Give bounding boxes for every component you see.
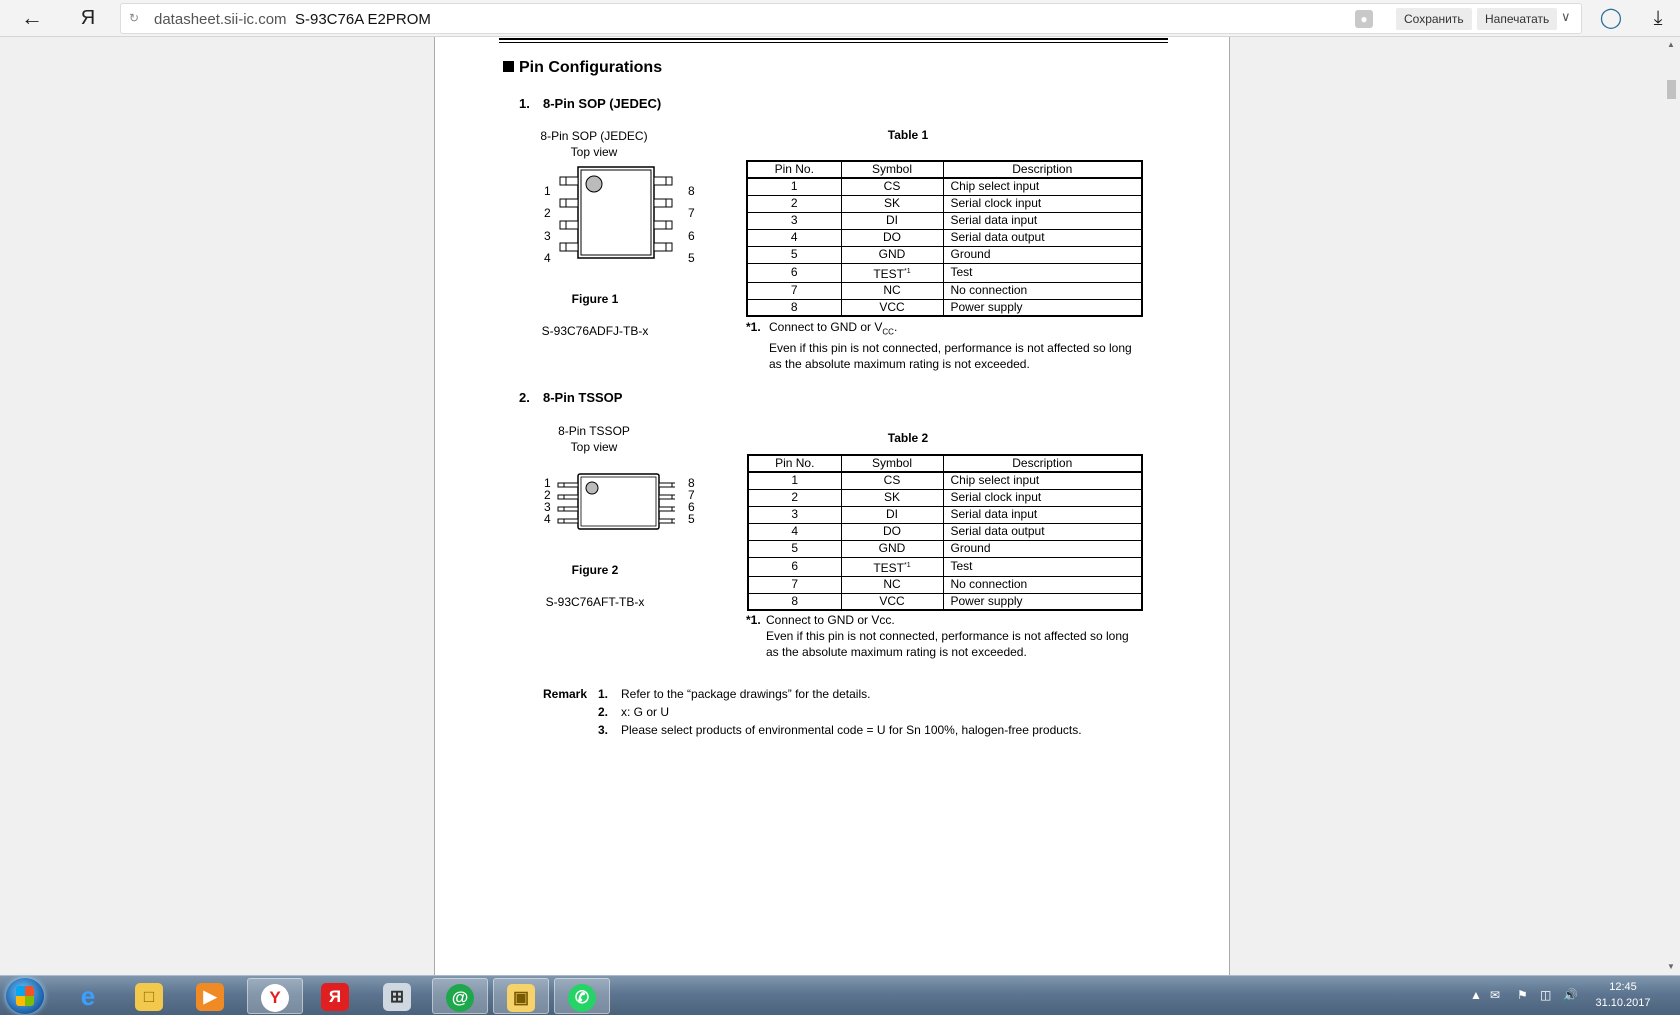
internet-explorer-icon[interactable]: e — [80, 981, 96, 1011]
description-cell: Serial data output — [943, 523, 1142, 540]
table-row — [748, 489, 1142, 506]
table-row — [748, 576, 1142, 593]
pin-label: 6 — [688, 500, 695, 514]
pin-label: 8 — [688, 184, 695, 198]
column-header: Description — [943, 161, 1142, 178]
pin-cell: 1 — [747, 178, 841, 195]
remark-label: Remark — [543, 687, 588, 701]
pin-cell: 8 — [747, 299, 841, 316]
pin-cell: 7 — [748, 576, 841, 593]
description-cell: Serial data input — [943, 212, 1142, 229]
description-cell: Chip select input — [943, 178, 1142, 195]
column-header: Symbol — [841, 161, 943, 178]
table-row — [748, 593, 1142, 610]
pin-cell: 7 — [747, 282, 841, 299]
scroll-down-arrow-icon[interactable]: ▼ — [1667, 962, 1675, 971]
symbol-cell: CS — [841, 472, 943, 489]
alice-icon[interactable]: ◯ — [1599, 7, 1623, 29]
table-header-row — [748, 455, 1142, 472]
pin-cell: 1 — [748, 472, 841, 489]
pin-label: 6 — [688, 229, 695, 243]
scrollbar-thumb[interactable] — [1667, 80, 1676, 99]
file-explorer-icon[interactable]: □ — [121, 978, 177, 1014]
description-cell: No connection — [943, 576, 1142, 593]
figure-1-part-number: S-93C76ADFJ-TB-x — [541, 324, 649, 338]
symbol-cell: VCC — [841, 593, 943, 610]
symbol-cell: NC — [841, 576, 943, 593]
description-cell: Power supply — [943, 299, 1142, 316]
document-page: Pin Configurations 1. 8-Pin SOP (JEDEC) 8-Pin SOP (JEDEC) Top view 1 2 3 4 8 7 6 5 Figure 1 S-93C76ADFJ-TB-x Table 1 Pin No. Symbol Description 1 CS Chip select input 2 SK Serial clock input 3 DI Serial data input 4 DO Serial data output 5 GND Ground 6 TEST$^{*1}$ Test 7 NC No connection 8 VCC Power supply *1. Connect to GND or $V_{CC}$. Even if this pin is not connected, performance is not affected so long as the absolute maximum rating is not exceeded. 2. 8-Pin TSSOP 8-Pin TSSOP Top view 1 2 3 4 8 7 6 5 Figure 2 S-93C76AFT-TB-x Table 2 Pin No. Symbol Description 1 CS Chip select input 2 SK Serial clock input 3 DI Serial data input 4 DO Serial data output 5 GND Ground 6 TEST$^{*1}$ Test 7 NC No connection 8 VCC Power supply *1. Connect to GND or Vcc. Even if this pin is not connected, performance is not affected so long as the absolute maximum rating is not exceeded. Remark 1. Refer to the “package drawings” for the details. 2. x: G or U 3. Please select products of environmental code = U for Sn 100%, halogen-free products. — [434, 37, 1230, 975]
globe-icon[interactable]: ● — [1355, 10, 1373, 28]
download-icon[interactable]: ⤓ — [1653, 7, 1663, 29]
sticky-notes-icon[interactable]: ▣ — [493, 978, 549, 1014]
figure-2-part-number: S-93C76AFT-TB-x — [545, 595, 645, 609]
description-cell: Serial clock input — [943, 489, 1142, 506]
pin-label: 5 — [688, 251, 695, 265]
table-row — [748, 472, 1142, 489]
footnote-2: *1. Connect to GND or Vcc. Even if this pin is not connected, performance is not affected so long as the absolute maximum rating is not exceeded. — [746, 613, 1129, 659]
table-row — [747, 299, 1142, 316]
section-heading: Pin Configurations — [503, 59, 662, 77]
system-clock[interactable]: 12:45 31.10.2017 — [1595, 981, 1651, 1009]
figure-1-label: Figure 1 — [571, 292, 619, 306]
symbol-cell: VCC — [841, 299, 943, 316]
tssop-chip-diagram — [535, 471, 675, 533]
table-row — [747, 178, 1142, 195]
network-icon[interactable]: ◫ — [1540, 988, 1552, 1002]
table-row — [747, 263, 1142, 282]
symbol-cell: CS — [841, 178, 943, 195]
flag-icon[interactable]: ⚑ — [1517, 988, 1528, 1002]
yandex-logo-icon[interactable]: Я — [80, 7, 96, 29]
symbol-cell: TEST$^{*1}$ — [841, 263, 943, 282]
column-header: Symbol — [841, 455, 943, 472]
scroll-up-arrow-icon[interactable]: ▲ — [1667, 40, 1675, 49]
back-arrow-icon[interactable]: ← — [21, 5, 43, 30]
symbol-cell: DO — [841, 523, 943, 540]
reload-icon[interactable]: ↻ — [129, 11, 140, 25]
yandex-icon[interactable]: Я — [307, 978, 363, 1014]
pin-cell: 6 — [748, 557, 841, 576]
chevron-down-icon[interactable]: ∨ — [1561, 9, 1571, 24]
description-cell: Ground — [943, 540, 1142, 557]
mail-icon[interactable]: ✉ — [1490, 988, 1501, 1002]
description-cell: Power supply — [943, 593, 1142, 610]
symbol-cell: TEST$^{*1}$ — [841, 557, 943, 576]
figure-2-caption: 8-Pin TSSOP Top view — [558, 424, 630, 454]
figure-2-label: Figure 2 — [571, 563, 619, 577]
pin-label: 1 — [544, 476, 551, 490]
sop-chip-drawing — [535, 162, 675, 262]
top-rule-thin — [499, 42, 1168, 43]
pin-label: 4 — [544, 512, 551, 526]
table-1-title: Table 1 — [887, 128, 929, 142]
pin-label: 4 — [544, 251, 551, 265]
pin-label: 7 — [688, 206, 695, 220]
square-bullet-icon — [503, 61, 514, 72]
column-header: Pin No. — [748, 455, 841, 472]
pin-cell: 4 — [747, 229, 841, 246]
table-row — [748, 506, 1142, 523]
yandex-browser-icon[interactable]: Y — [247, 978, 303, 1014]
symbol-cell: DI — [841, 212, 943, 229]
description-cell: Serial clock input — [943, 195, 1142, 212]
pin-cell: 3 — [748, 506, 841, 523]
table-row — [748, 540, 1142, 557]
browser-toolbar — [0, 0, 1680, 37]
description-cell: Chip select input — [943, 472, 1142, 489]
pin-table-1 — [746, 160, 1143, 317]
table-row — [748, 557, 1142, 576]
pin-label: 3 — [544, 229, 551, 243]
symbol-cell: DO — [841, 229, 943, 246]
pin-cell: 2 — [747, 195, 841, 212]
pin-label: 2 — [544, 206, 551, 220]
description-cell: Test — [943, 557, 1142, 576]
symbol-cell: NC — [841, 282, 943, 299]
windows-taskbar — [0, 975, 1680, 1015]
description-cell: Test — [943, 263, 1142, 282]
table-row — [748, 523, 1142, 540]
subsection-2-title: 2. 8-Pin TSSOP — [519, 390, 623, 405]
start-button[interactable] — [6, 978, 44, 1014]
description-cell: Serial data output — [943, 229, 1142, 246]
column-header: Pin No. — [747, 161, 841, 178]
page-title: S-93C76A E2PROM — [295, 11, 431, 28]
pin-cell: 4 — [748, 523, 841, 540]
figure-1-caption: 8-Pin SOP (JEDEC) Top view — [540, 129, 648, 159]
table-header-row — [747, 161, 1142, 178]
pin-cell: 6 — [747, 263, 841, 282]
table-row — [747, 229, 1142, 246]
table-row — [747, 195, 1142, 212]
address-host: datasheet.sii-ic.com — [154, 11, 287, 28]
pin-label: 3 — [544, 500, 551, 514]
media-player-icon[interactable]: ▶ — [182, 978, 238, 1014]
subsection-1-title: 1. 8-Pin SOP (JEDEC) — [519, 96, 662, 111]
calculator-icon[interactable]: ⊞ — [369, 978, 425, 1014]
pin-cell: 5 — [747, 246, 841, 263]
symbol-cell: SK — [841, 195, 943, 212]
table-row — [747, 282, 1142, 299]
symbol-cell: DI — [841, 506, 943, 523]
vertical-scrollbar[interactable] — [1662, 37, 1680, 975]
whatsapp-icon[interactable]: ✆ — [554, 978, 610, 1014]
print-button[interactable]: Напечатать — [1477, 8, 1557, 30]
tssop-chip-drawing — [535, 471, 675, 533]
table-row — [747, 246, 1142, 263]
symbol-cell: SK — [841, 489, 943, 506]
description-cell: No connection — [943, 282, 1142, 299]
pin-label: 2 — [544, 488, 551, 502]
pin-cell: 3 — [747, 212, 841, 229]
symbol-cell: GND — [841, 540, 943, 557]
sop-chip-diagram — [535, 162, 675, 262]
symbol-cell: GND — [841, 246, 943, 263]
save-button[interactable]: Сохранить — [1396, 8, 1472, 30]
table-row — [747, 212, 1142, 229]
pin-label: 5 — [688, 512, 695, 526]
pin-label: 1 — [544, 184, 551, 198]
description-cell: Serial data input — [943, 506, 1142, 523]
footnote-1: *1. Connect to GND or $V_{CC}$. Even if this pin is not connected, performance is not affected so long as the absolute maximum rating is not exceeded. — [746, 320, 1132, 372]
pin-cell: 2 — [748, 489, 841, 506]
address-bar[interactable] — [120, 3, 1582, 34]
pin-table-2 — [747, 454, 1143, 611]
description-cell: Ground — [943, 246, 1142, 263]
top-rule — [499, 38, 1168, 40]
pin-cell: 5 — [748, 540, 841, 557]
pin-label: 8 — [688, 476, 695, 490]
windows-logo-icon — [16, 986, 34, 1006]
column-header: Description — [943, 455, 1142, 472]
volume-icon[interactable]: 🔊 — [1563, 988, 1578, 1002]
pin-cell: 8 — [748, 593, 841, 610]
pin-label: 7 — [688, 488, 695, 502]
show-hidden-icons-icon[interactable]: ▲ — [1470, 988, 1482, 1002]
table-2-title: Table 2 — [887, 431, 929, 445]
mail-agent-icon[interactable]: @ — [432, 978, 488, 1014]
